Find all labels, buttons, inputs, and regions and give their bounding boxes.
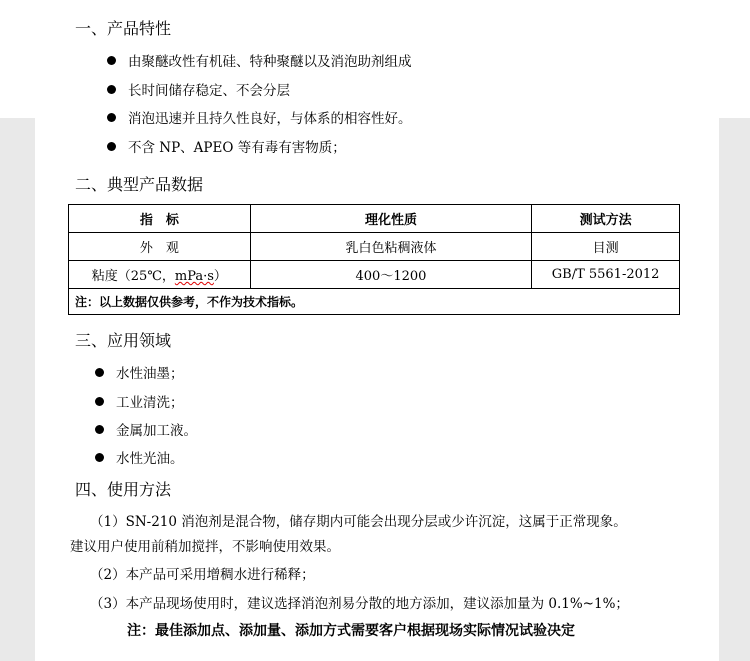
- table-header-row: [69, 205, 680, 233]
- table-row: [69, 233, 680, 261]
- list-item: 金属加工液。: [95, 419, 197, 439]
- document-page: [35, 0, 719, 661]
- list-item: 不含 NP、APEO 等有毒有害物质；: [107, 136, 346, 156]
- table-note-row: [69, 289, 680, 315]
- page-margin-left: [0, 118, 35, 661]
- final-note: 注：最佳添加点、添加量、添加方式需要客户根据现场实际情况试验决定: [127, 623, 575, 639]
- spellcheck-underline: mPa·s: [174, 269, 214, 284]
- list-item: 由聚醚改性有机硅、特种聚醚以及消泡助剂组成: [107, 50, 412, 70]
- bullet-icon: [107, 142, 116, 151]
- usage-paragraph-2: （2）本产品可采用增稠水进行稀释；: [90, 567, 315, 583]
- table-cell: GB/T 5561-2012: [532, 261, 680, 289]
- table-cell: 外 观: [69, 233, 251, 261]
- usage-paragraph-3: （3）本产品现场使用时，建议选择消泡剂易分散的地方添加，建议添加量为 0.1%~1%；: [90, 596, 629, 612]
- section-title-applications: 三、应用领域: [75, 331, 172, 350]
- product-data-table: [68, 204, 680, 315]
- bullet-icon: [107, 56, 116, 65]
- list-item: 消泡迅速并且持久性良好，与体系的相容性好。: [107, 107, 412, 127]
- table-note: 注：以上数据仅供参考，不作为技术指标。: [69, 289, 680, 315]
- table-header-cell: 测试方法: [532, 205, 680, 233]
- list-item: 水性油墨；: [95, 362, 184, 382]
- bullet-icon: [95, 368, 104, 377]
- table-header-cell: 指 标: [69, 205, 251, 233]
- table-row: [69, 261, 680, 289]
- usage-paragraph-1-cont: 建议用户使用前稍加搅拌，不影响使用效果。: [70, 539, 340, 555]
- list-item: 工业清洗；: [95, 391, 184, 411]
- section-title-features: 一、产品特性: [75, 19, 172, 38]
- list-item: 水性光油。: [95, 447, 184, 467]
- bullet-icon: [95, 425, 104, 434]
- table-header-cell: 理化性质: [250, 205, 531, 233]
- bullet-icon: [95, 453, 104, 462]
- bullet-icon: [95, 397, 104, 406]
- bullet-icon: [107, 85, 116, 94]
- bullet-icon: [107, 113, 116, 122]
- section-title-data: 二、典型产品数据: [75, 175, 204, 194]
- list-item: 长时间储存稳定、不会分层: [107, 79, 290, 99]
- table-cell: 目测: [532, 233, 680, 261]
- section-title-usage: 四、使用方法: [75, 480, 172, 499]
- usage-paragraph-1: （1）SN-210 消泡剂是混合物，储存期内可能会出现分层或少许沉淀，这属于正常现象。: [90, 514, 627, 530]
- page-margin-right: [719, 118, 750, 661]
- table-cell: 粘度（25℃，mPa·s）: [69, 261, 251, 289]
- table-cell: 乳白色粘稠液体: [250, 233, 531, 261]
- table-cell: 400～1200: [250, 261, 531, 289]
